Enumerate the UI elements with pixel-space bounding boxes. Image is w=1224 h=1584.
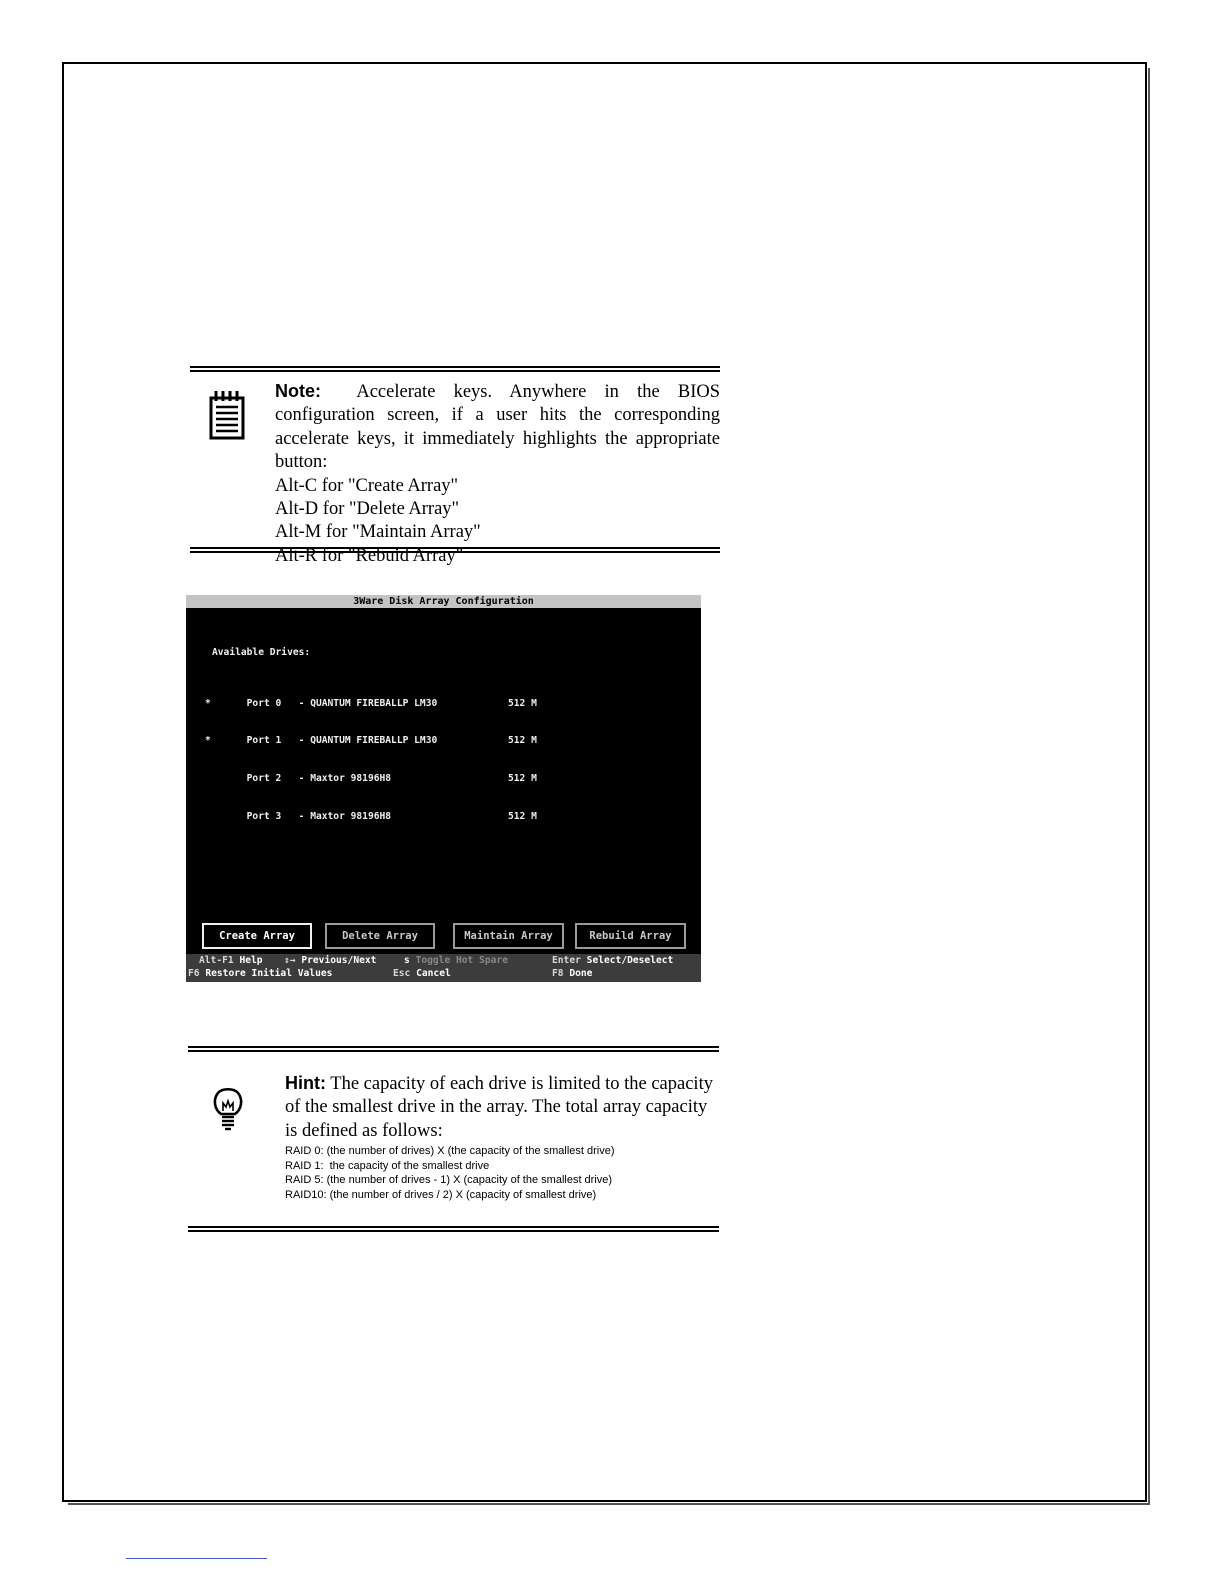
- raid-formula: RAID10: (the number of drives / 2) X (capacity of smallest drive): [285, 1189, 597, 1201]
- drive-model: - QUANTUM FIREBALLP LM30: [298, 697, 438, 709]
- drive-row[interactable]: [205, 685, 537, 709]
- note-text: [275, 380, 720, 568]
- hint-body: The capacity of each drive is limited to the capacity of the smallest drive in the array. The total array capacity is defined as follows:: [285, 1074, 713, 1141]
- drive-port: Port 1: [246, 735, 282, 747]
- drive-model: - Maxtor 98196H8: [298, 773, 392, 785]
- rebuild-array-button[interactable]: Rebuild Array: [575, 923, 686, 949]
- hint-paragraph: [285, 1072, 715, 1143]
- maintain-array-button[interactable]: Maintain Array: [453, 923, 564, 949]
- raid-formula: RAID 5: (the number of drives - 1) X (capacity of the smallest drive): [285, 1174, 613, 1187]
- hint-label: Hint:: [285, 1073, 326, 1093]
- note-body: Accelerate keys. Anywhere in the BIOS configuration screen, if a user hits the corresponding accelerate keys, it immediately highlights the appropriate button:: [275, 382, 721, 473]
- drive-port: Port 3: [246, 810, 282, 822]
- hot-spare-key-hint: s Toggle Hot Spare: [404, 955, 508, 966]
- create-array-button[interactable]: Create Array: [202, 923, 312, 949]
- note-key-line: Alt-R for "Rebuid Array": [275, 545, 464, 566]
- drives-heading: [212, 647, 437, 660]
- note-label: Note:: [275, 381, 321, 401]
- note-paragraph: [275, 380, 720, 475]
- drive-model: - Maxtor 98196H8: [298, 810, 392, 822]
- drive-size: 512 M: [508, 735, 537, 747]
- note-key-line: Alt-D for "Delete Array": [275, 499, 460, 520]
- drive-list: [205, 622, 537, 836]
- delete-array-button[interactable]: Delete Array: [325, 923, 435, 949]
- help-key-hint: Alt-F1 Help: [199, 955, 263, 966]
- raid-formula-list: [285, 1144, 715, 1202]
- drive-selected-mark: *: [205, 697, 211, 709]
- notepad-icon: [207, 389, 247, 441]
- drive-selected-mark: *: [205, 735, 211, 747]
- drive-size: 512 M: [508, 810, 537, 822]
- drive-row[interactable]: [212, 761, 537, 785]
- note-top-rule: [190, 366, 720, 372]
- enter-key-hint: Enter Select/Deselect: [552, 955, 674, 966]
- hint-top-rule: [188, 1046, 719, 1052]
- note-key-line: Alt-M for "Maintain Array": [275, 522, 481, 543]
- bios-button-bar: [202, 923, 686, 951]
- note-bottom-rule: [190, 547, 720, 553]
- note-key-line: Alt-C for "Create Array": [275, 475, 459, 496]
- drive-size: 512 M: [508, 697, 537, 709]
- bios-key-legend: [186, 954, 701, 982]
- hint-bottom-rule: [188, 1226, 719, 1232]
- drive-row[interactable]: [212, 798, 537, 822]
- drive-model: - QUANTUM FIREBALLP LM30: [298, 735, 438, 747]
- restore-key-hint: F6 Restore Initial Values: [188, 968, 333, 979]
- drive-port: Port 0: [246, 697, 282, 709]
- nav-key-hint: ↕→ Previous/Next: [284, 955, 377, 966]
- drive-port: Port 2: [246, 773, 282, 785]
- done-key-hint: F8 Done: [552, 968, 593, 979]
- drives-heading-text: Available Drives:: [212, 647, 311, 659]
- drive-size: 512 M: [508, 773, 537, 785]
- bios-title-bar: 3Ware Disk Array Configuration: [186, 595, 701, 608]
- hint-text: [285, 1072, 715, 1203]
- lightbulb-icon: [211, 1085, 245, 1131]
- raid-formula: RAID 1: the capacity of the smallest drive: [285, 1159, 490, 1172]
- bios-screenshot: [186, 595, 701, 982]
- esc-key-hint: Esc Cancel: [393, 968, 451, 979]
- drive-row[interactable]: [205, 723, 537, 747]
- footer-link-underline[interactable]: [126, 1558, 267, 1559]
- raid-formula: RAID 0: (the number of drives) X (the capacity of the smallest drive): [285, 1145, 615, 1158]
